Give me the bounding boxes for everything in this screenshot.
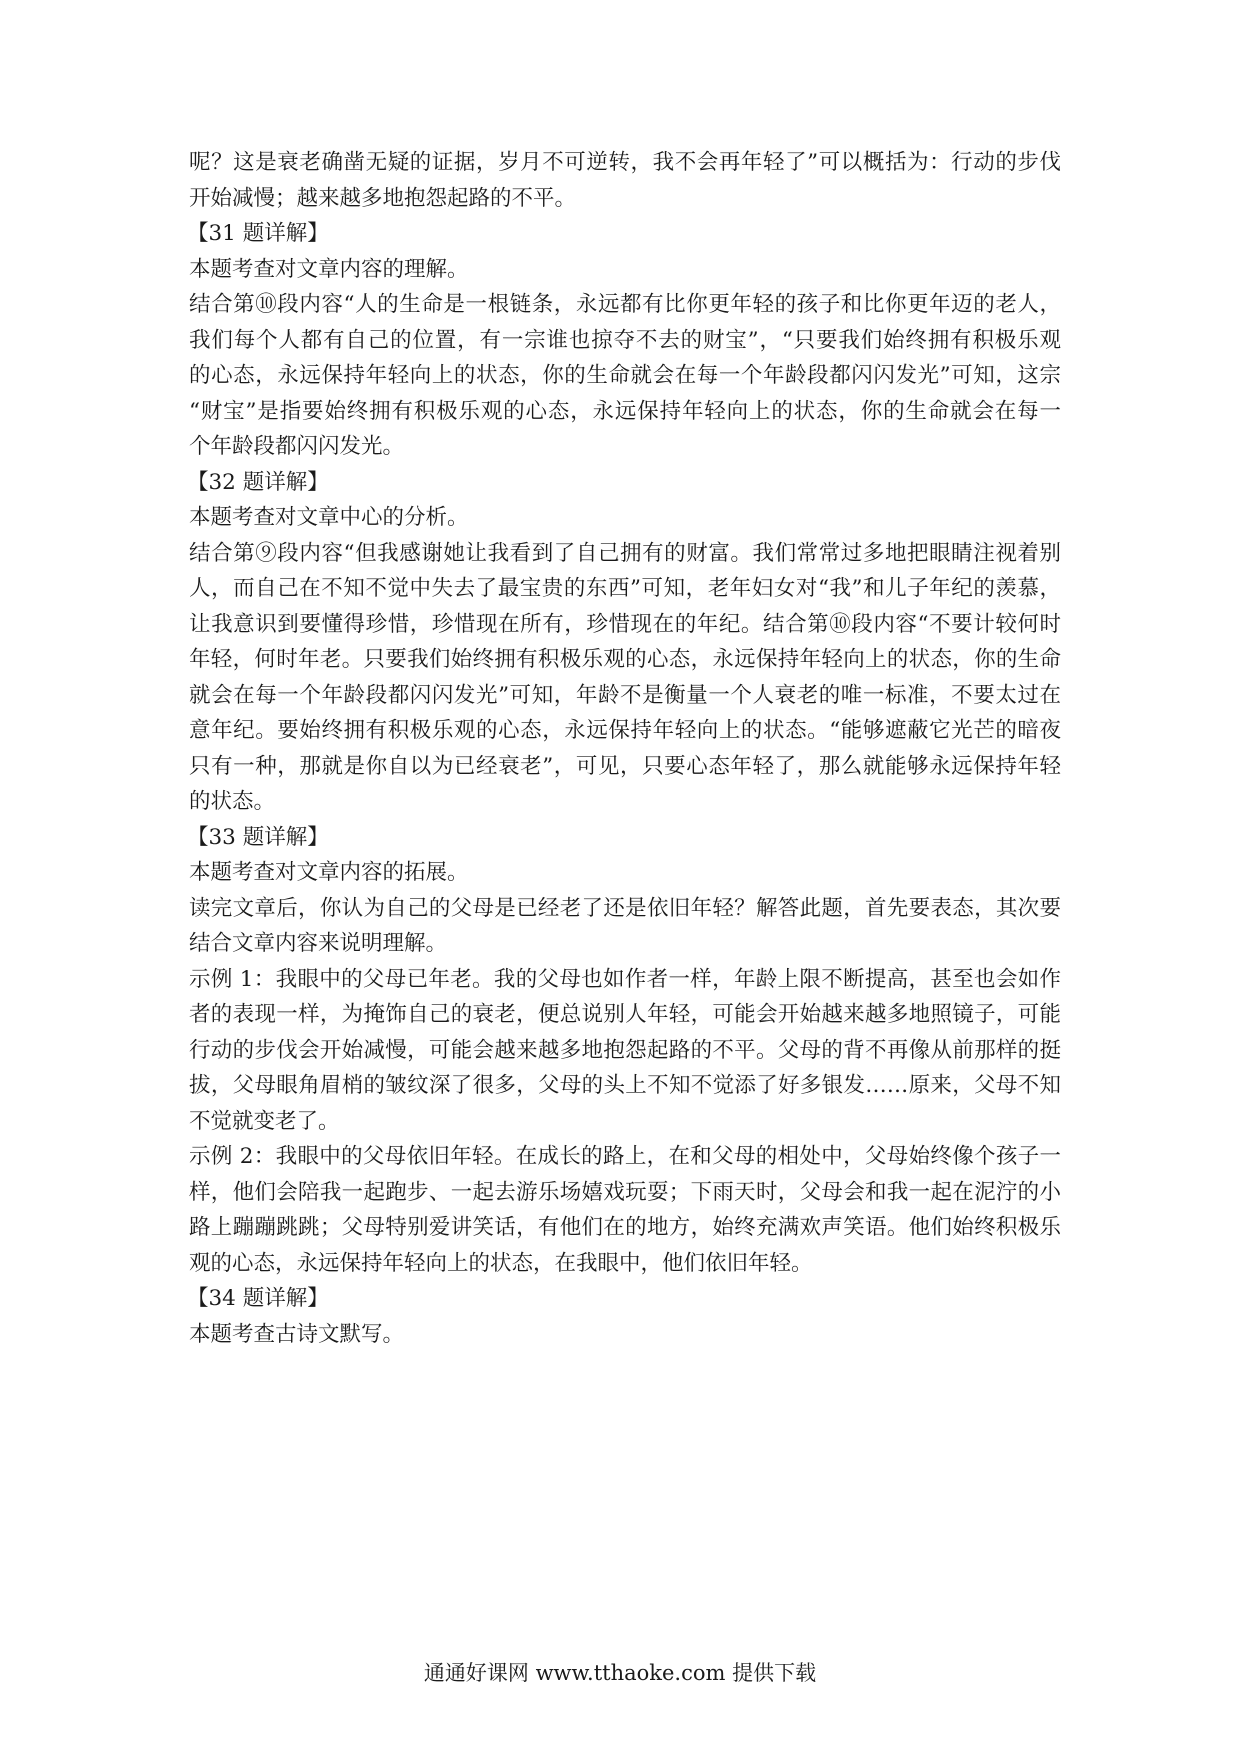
text-line: “财宝”是指要始终拥有积极乐观的心态，永远保持年轻向上的状态，你的生命就会在每一 [189,398,1061,424]
section-heading: 【31 题详解】 [187,221,329,246]
page-footer: 通通好课网 www.tthaoke.com 提供下载 [423,1661,817,1685]
text-line: 让我意识到要懂得珍惜，珍惜现在所有，珍惜现在的年纪。结合第⑩段内容“不要计较何时 [189,611,1061,637]
text-line: 读完文章后，你认为自己的父母是已经老了还是依旧年轻？解答此题，首先要表态，其次要 [189,895,1061,921]
text-line: 本题考查对文章中心的分析。 [189,505,469,530]
text-line: 的心态，永远保持年轻向上的状态，你的生命就会在每一个年龄段都闪闪发光”可知，这宗 [189,363,1061,388]
text-line: 人，而自己在不知不觉中失去了最宝贵的东西”可知，老年妇女对“我”和儿子年纪的羡慕， [189,576,1061,601]
text-line: 结合文章内容来说明理解。 [189,931,448,956]
text-line: 结合第⑩段内容“人的生命是一根链条，永远都有比你更年轻的孩子和比你更年迈的老人， [189,292,1061,317]
text-line: 我们每个人都有自己的位置，有一宗谁也掠夺不去的财宝”，“只要我们始终拥有积极乐观 [189,327,1061,353]
text-line: 意年纪。要始终拥有积极乐观的心态，永远保持年轻向上的状态。“能够遮蔽它光芒的暗夜 [189,718,1061,743]
section-heading: 【34 题详解】 [187,1286,329,1311]
text-line: 不觉就变老了。 [189,1108,340,1134]
text-line: 只有一种，那就是你自以为已经衰老”，可见，只要心态年轻了，那么就能够永远保持年轻 [189,753,1061,779]
text-line: 本题考查对文章内容的理解。 [189,256,469,282]
text-line: 样，他们会陪我一起跑步、一起去游乐场嬉戏玩耍；下雨天时，父母会和我一起在泥泞的小 [189,1179,1061,1205]
text-line: 行动的步伐会开始减慢，可能会越来越多地抱怨起路的不平。父母的背不再像从前那样的挺 [189,1037,1061,1063]
text-line: 示例 1：我眼中的父母已年老。我的父母也如作者一样，年龄上限不断提高，甚至也会如作 [189,966,1061,992]
text-line: 年轻，何时年老。只要我们始终拥有积极乐观的心态，永远保持年轻向上的状态，你的生命 [189,647,1061,672]
section-heading: 【33 题详解】 [187,824,329,850]
text-line: 者的表现一样，为掩饰自己的衰老，便总说别人年轻，可能会开始越来越多地照镜子，可能 [189,1002,1061,1027]
text-line: 呢？这是衰老确凿无疑的证据，岁月不可逆转，我不会再年轻了”可以概括为：行动的步伐 [189,150,1061,175]
text-line: 拔，父母眼角眉梢的皱纹深了很多，父母的头上不知不觉添了好多银发……原来，父母不知 [189,1073,1061,1098]
text-line: 本题考查对文章内容的拓展。 [189,860,469,885]
text-line: 的状态。 [189,789,276,814]
document-body [189,145,1061,1352]
text-line: 示例 2：我眼中的父母依旧年轻。在成长的路上，在和父母的相处中，父母始终像个孩子一 [189,1144,1061,1169]
text-line: 个年龄段都闪闪发光。 [189,434,405,459]
text-line: 观的心态，永远保持年轻向上的状态，在我眼中，他们依旧年轻。 [189,1250,813,1276]
text-line: 就会在每一个年龄段都闪闪发光”可知，年龄不是衡量一个人衰老的唯一标准，不要太过在 [189,682,1061,708]
text-line: 路上蹦蹦跳跳；父母特别爱讲笑话，有他们在的地方，始终充满欢声笑语。他们始终积极乐 [189,1215,1061,1240]
text-line: 本题考查古诗文默写。 [189,1321,405,1347]
text-line: 结合第⑨段内容“但我感谢她让我看到了自己拥有的财富。我们常常过多地把眼睛注视着别 [189,540,1061,566]
section-heading: 【32 题详解】 [187,469,329,495]
text-line: 开始减慢；越来越多地抱怨起路的不平。 [189,185,577,211]
